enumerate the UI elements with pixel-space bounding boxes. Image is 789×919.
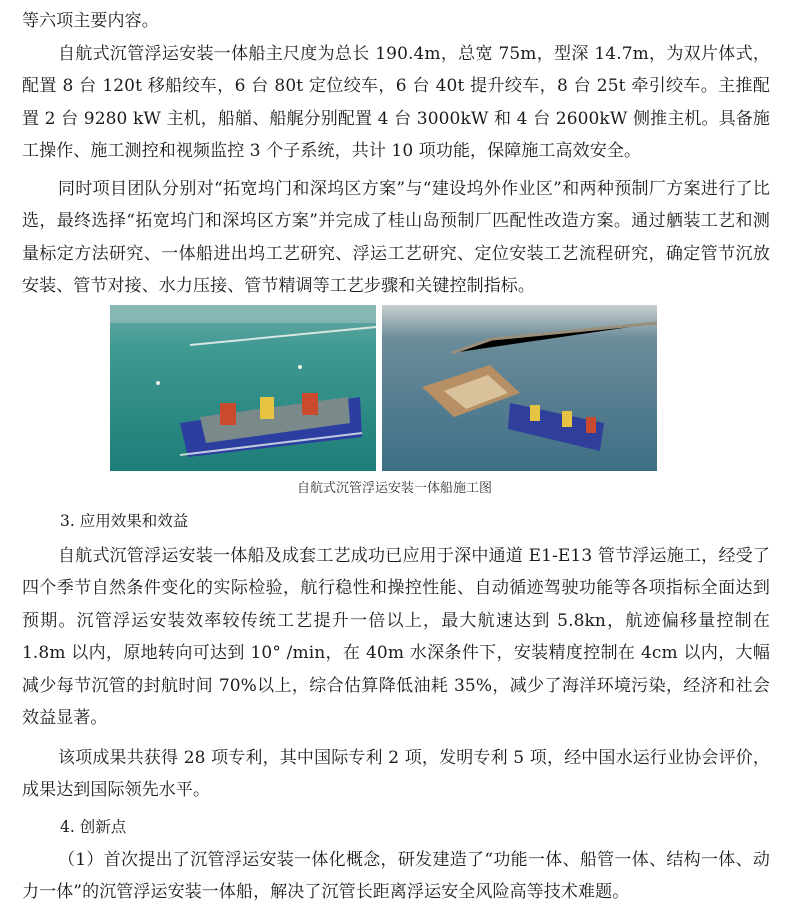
heading-application-effects: 3. 应用效果和效益 (60, 512, 189, 530)
paragraph-innovation-1: （1）首次提出了沉管浮运安装一体化概念，研发建造了“功能一体、船管一体、结构一体、动力一体”的沉管浮运安装一体船，解决了沉管长距离浮运安全风险高等技术难题。 (22, 850, 770, 903)
cut-off-next-line (22, 912, 770, 919)
ship-photo-left (110, 305, 376, 471)
paragraph-continuation: 等六项主要内容。 (22, 11, 159, 31)
ship-photo-right (382, 305, 657, 471)
heading-innovation-points: 4. 创新点 (60, 818, 127, 836)
paragraph-patents: 该项成果共获得 28 项专利，其中国际专利 2 项，发明专利 5 项，经中国水运行业协会评价，成果达到国际领先水平。 (22, 748, 770, 801)
paragraph-scheme-comparison: 同时项目团队分别对“拓宽坞门和深坞区方案”与“建设坞外作业区”和两种预制厂方案进行了比选，最终选择“拓宽坞门和深坞区方案”并完成了桂山岛预制厂匹配性改造方案。通过舾装工艺和测量标定方法研究、一体船进出坞工艺研究、浮运工艺研究、定位安装工艺流程研究，确定管节沉放安装、管节对接、水力压接、管节精调等工艺步骤和关键控制指标。 (22, 179, 770, 297)
figure-caption: 自航式沉管浮运安装一体船施工图 (296, 481, 492, 496)
paragraph-application: 自航式沉管浮运安装一体船及成套工艺成功已应用于深中通道 E1-E13 管节浮运施工，经受了四个季节自然条件变化的实际检验，航行稳性和操控性能、自动循迹驾驶功能等各项指标全面达到预期。沉管浮运安装效率较传统工艺提升一倍以上，最大航速达到 5.8kn，航迹偏移量控制在 1.8m 以内，原地转向可达到 10° /min，在 40m 水深条件下，安装精度控制在 4cm 以内，大幅减少每节沉管的封航时间 70%以上，综合估算降低油耗 35%，减少了海洋环境污染，经济和社会效益显著。 (22, 546, 770, 729)
paragraph-ship-dimensions: 自航式沉管浮运安装一体船主尺度为总长 190.4m，总宽 75m，型深 14.7m，为双片体式，配置 8 台 120t 移船绞车，6 台 80t 定位绞车，6 台 40t 提升绞车，8 台 25t 牵引绞车。主推配置 2 台 9280 kW 主机，船艏、船艉分别配置 4 台 3000kW 和 4 台 2600kW 侧推主机。具备施工操作、施工测控和视频监控 3 个子系统，共计 10 项功能，保障施工高效安全。 (22, 44, 770, 162)
